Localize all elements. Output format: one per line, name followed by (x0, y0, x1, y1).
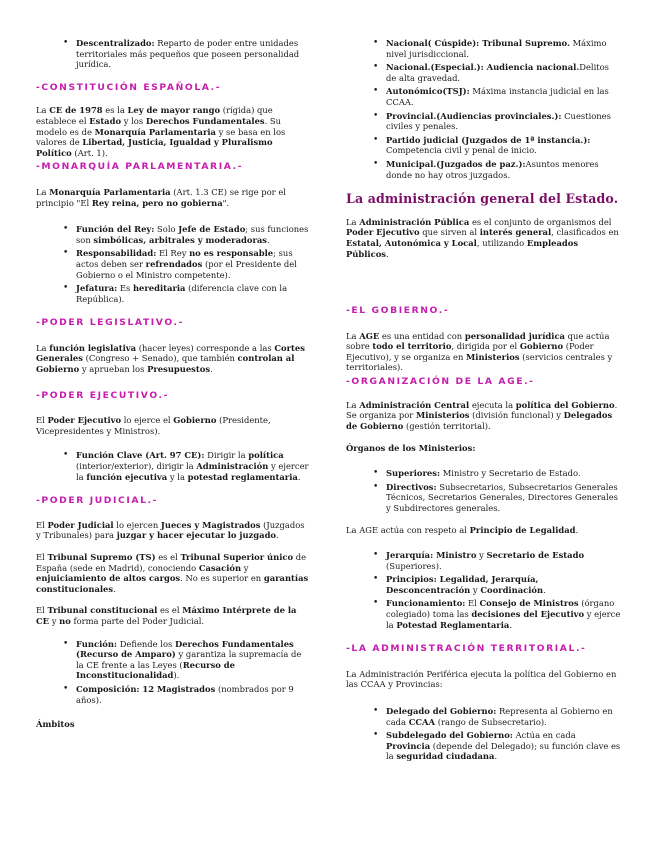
organos-label: Órganos de los Ministerios: (346, 443, 476, 454)
list-item: • Autonómico(TSJ): Máxima instancia judicial en las CCAA. (386, 86, 621, 107)
monarquia-list (36, 224, 311, 304)
list-item: • Superiores: Ministro y Secretario de Estado. (386, 468, 621, 479)
constitucion-heading: -CONSTITUCIÓN ESPAÑOLA.- (36, 81, 222, 93)
monarquia-heading: -MONARQUÍA PARLAMENTARIA.- (36, 161, 244, 173)
list-item: • Partido judicial (Juzgados de 1ª instancia.): Competencia civil y penal de inicio. (386, 135, 621, 156)
age-paragraph: La Administración Pública es el conjunto de organismos del Poder Ejecutivo que sirven al interés general, clasificados en Estatal, Autonómica y Local, utilizando Empleados Públicos. (346, 216, 619, 259)
legislativo-heading: -PODER LEGISLATIVO.- (36, 317, 185, 329)
list-item: • Principios: Legalidad, Jerarquía, Desconcentración y Coordinación. (386, 574, 621, 595)
judicial-paragraph-1: El Poder Judicial lo ejercen Jueces y Magistrados (Juzgados y Tribunales) para juzgar y hacer ejecutar lo juzgado. (36, 519, 305, 541)
left-column (36, 0, 311, 730)
territorial-paragraph: La Administración Periférica ejecuta la política del Gobierno en las CCAA y Provincias: (346, 668, 617, 690)
list-item: • Composición: 12 Magistrados (nombrados por 9 años). (76, 684, 311, 705)
legislativo-paragraph: La función legislativa (hacer leyes) corresponde a las Cortes Generales (Congreso + Senado), que también controlan al Gobierno y aprueban los Presupuestos. (36, 342, 305, 375)
ejecutivo-list (36, 450, 311, 482)
ejecutivo-heading: -PODER EJECUTIVO.- (36, 389, 170, 401)
list-item: • Función Clave (Art. 97 CE): Dirigir la política (interior/exterior), dirigir la Administración y ejercer la función ejecutiva y la potestad reglamentaria. (76, 450, 311, 482)
list-item: • Municipal.(Juzgados de paz.):Asuntos menores donde no hay otros juzgados. (386, 159, 621, 180)
list-item: • Jefatura: Es hereditaria (diferencia clave con la República). (76, 283, 311, 304)
gobierno-heading: -EL GOBIERNO.- (346, 305, 450, 317)
monarquia-paragraph: La Monarquía Parlamentaria (Art. 1.3 CE) se rige por el principio "El Rey reina, pero no gobierna". (36, 186, 286, 208)
organizacion-heading: -ORGANIZACIÓN DE LA AGE.- (346, 376, 535, 388)
territorial-heading: -LA ADMINISTRACIÓN TERRITORIAL.- (346, 643, 587, 655)
ambitos-label: Ámbitos (36, 719, 75, 730)
descentralizado-list (36, 38, 311, 70)
right-column (346, 0, 621, 765)
list-item: • Nacional( Cúspide): Tribunal Supremo. Máximo nivel jurisdiccional. (386, 38, 621, 59)
legalidad-paragraph: La AGE actúa con respeto al Principio de Legalidad. (346, 525, 579, 536)
ejecutivo-paragraph: El Poder Ejecutivo lo ejerce el Gobierno (Presidente, Vicepresidentes y Ministros). (36, 415, 271, 436)
judicial-paragraph-3: El Tribunal constitucional es el Máximo Intérprete de la CE y no forma parte del Poder Judicial. (36, 605, 297, 626)
list-item: • Función del Rey: Solo Jefe de Estado; sus funciones son simbólicas, arbitrales y moderadoras. (76, 224, 311, 245)
list-item: • Nacional.(Especial.): Audiencia nacional.Delitos de alta gravedad. (386, 62, 621, 83)
territorial-list (346, 706, 621, 762)
list-item: • Directivos: Subsecretarios, Subsecretarios Generales Técnicos, Secretarios Generales, Directores Generales y Subdirectores generales. (386, 482, 621, 514)
constitucion-paragraph: La CE de 1978 es la Ley de mayor rango (rígida) que establece el Estado y los Derechos Fundamentales. Su modelo es de Monarquía Parlamentaria y se basa en los valores de Libertad, Justicia, Igualdad y Pluralismo Político (Art. 1). (36, 105, 286, 158)
list-item: • Subdelegado del Gobierno: Actúa en cada Provincia (depende del Delegado); su función clave es la seguridad ciudadana. (386, 730, 621, 762)
organizacion-paragraph: La Administración Central ejecuta la política del Gobierno. Se organiza por Ministerios (división funcional) y Delegados de Gobierno (gestión territorial). (346, 399, 618, 431)
age-title: La administración general del Estado. (346, 191, 619, 207)
tribunales-list (346, 38, 621, 180)
list-item: • Delegado del Gobierno: Representa al Gobierno en cada CCAA (rango de Subsecretario). (386, 706, 621, 727)
list-item: • Provincial.(Audiencias provinciales.): Cuestiones civiles y penales. (386, 111, 621, 132)
list-item: • Responsabilidad: El Rey no es responsable; sus actos deben ser refrendados (por el Presidente del Gobierno o el Ministro competente). (76, 248, 311, 280)
gobierno-paragraph: La AGE es una entidad con personalidad jurídica que actúa sobre todo el territorio, dirigida por el Gobierno (Poder Ejecutivo), y se organiza en Ministerios (servicios centrales y territoriales). (346, 330, 613, 373)
organos-list (346, 468, 621, 513)
list-item: • Funcionamiento: El Consejo de Ministros (órgano colegiado) toma las decisiones del Ejecutivo y ejerce la Potestad Reglamentaria. (386, 598, 621, 630)
list-item: • Descentralizado: Reparto de poder entre unidades territoriales más pequeños que poseen personalidad jurídica. (76, 38, 311, 70)
funcionamiento-list (346, 550, 621, 630)
judicial-heading: -PODER JUDICIAL.- (36, 495, 159, 507)
list-item: • Jerarquía: Ministro y Secretario de Estado (Superiores). (386, 550, 621, 571)
list-item: • Función: Defiende los Derechos Fundamentales (Recurso de Amparo) y garantiza la supremacía de la CE frente a las Leyes (Recurso de Inconstitucionalidad). (76, 639, 311, 681)
judicial-paragraph-2: El Tribunal Supremo (TS) es el Tribunal Superior único de España (sede en Madrid), conociendo Casación y enjuiciamiento de altos cargos. No es superior en garantías constitucionales. (36, 552, 309, 594)
judicial-list (36, 639, 311, 706)
